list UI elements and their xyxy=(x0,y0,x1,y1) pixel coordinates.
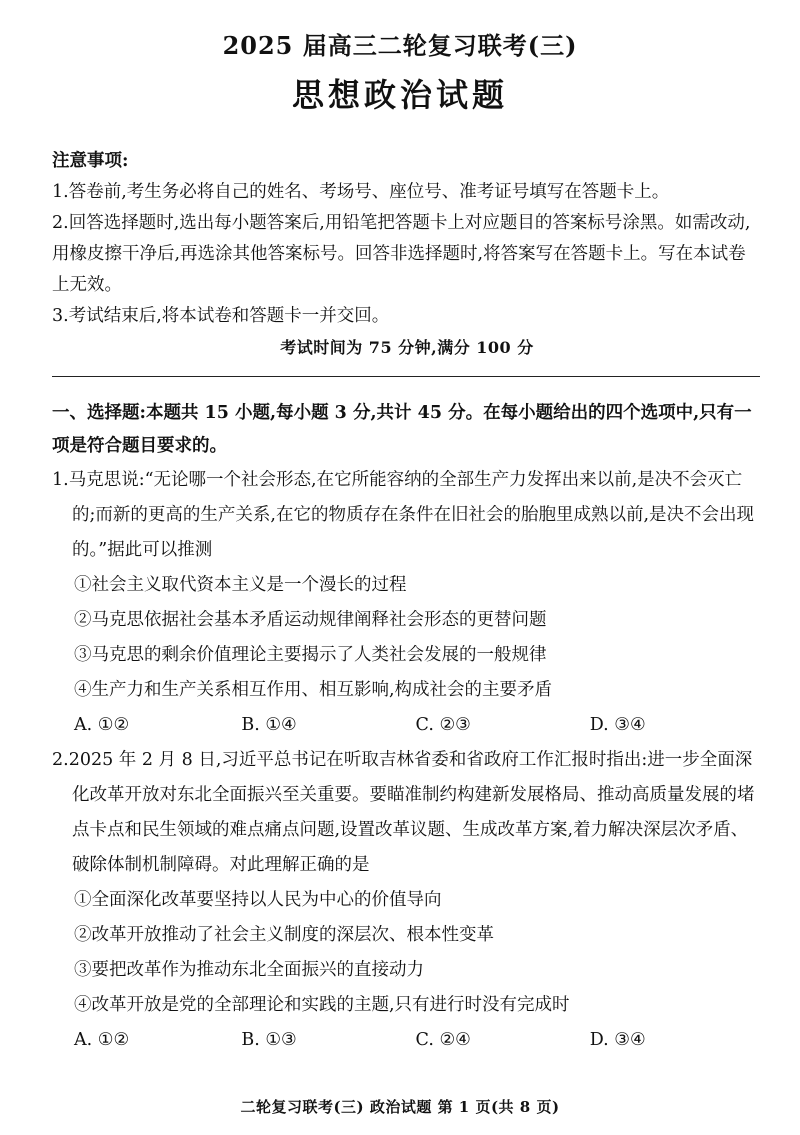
answer-choices xyxy=(52,708,764,743)
choice-a: A. ①② xyxy=(74,1030,130,1050)
page-footer: 二轮复习联考(三) 政治试题 第 1 页(共 8 页) xyxy=(240,1098,560,1116)
subject-title: 思想政治试题 xyxy=(291,76,508,114)
question-stem: 2.2025 年 2 月 8 日,习近平总书记在听取吉林省委和省政府工作汇报时指出:进一步全面深化改革开放对东北全面振兴至关重要。要瞄准制约构建新发展格局、推动高质量发展的堵点卡点和民生领域的难点痛点问题,设置改革议题、生成改革方案,着力解决深层次矛盾、破除体制机制障碍。对此理解正确的是 xyxy=(52,750,755,875)
question-option: ④生产力和生产关系相互作用、相互影响,构成社会的主要矛盾 xyxy=(74,680,553,700)
question-option: ③马克思的剩余价值理论主要揭示了人类社会发展的一般规律 xyxy=(74,645,547,665)
choice-d: D. ③④ xyxy=(589,1030,646,1050)
question-2 xyxy=(52,743,764,1058)
question-option: ②改革开放推动了社会主义制度的深层次、根本性变革 xyxy=(74,925,494,945)
notice-item: 2.回答选择题时,选出每小题答案后,用铅笔把答题卡上对应题目的答案标号涂黑。如需改动,用橡皮擦干净后,再选涂其他答案标号。回答非选择题时,将答案写在答题卡上。写在本试卷上无效。 xyxy=(52,213,751,295)
choice-b: B. ①④ xyxy=(241,715,297,735)
question-option: ①全面深化改革要坚持以人民为中心的价值导向 xyxy=(74,890,442,910)
notice-block xyxy=(52,146,762,363)
divider-line xyxy=(52,376,760,377)
notice-item: 3.考试结束后,将本试卷和答题卡一并交回。 xyxy=(52,306,390,326)
choice-b: B. ①③ xyxy=(241,1030,297,1050)
answer-choices xyxy=(52,1023,764,1058)
exam-title: 2025 届高三二轮复习联考(三) xyxy=(222,31,578,60)
notice-item: 1.答卷前,考生务必将自己的姓名、考场号、座位号、准考证号填写在答题卡上。 xyxy=(52,182,670,202)
exam-info: 考试时间为 75 分钟,满分 100 分 xyxy=(280,338,534,357)
choice-c: C. ②③ xyxy=(415,715,471,735)
choice-section xyxy=(52,397,764,1058)
choice-a: A. ①② xyxy=(74,715,130,735)
choice-c: C. ②④ xyxy=(415,1030,471,1050)
question-option: ④改革开放是党的全部理论和实践的主题,只有进行时没有完成时 xyxy=(74,995,570,1015)
question-option: ③要把改革作为推动东北全面振兴的直接动力 xyxy=(74,960,424,980)
notice-heading: 注意事项: xyxy=(52,151,129,171)
choice-d: D. ③④ xyxy=(589,715,646,735)
question-option: ②马克思依据社会基本矛盾运动规律阐释社会形态的更替问题 xyxy=(74,610,547,630)
question-option: ①社会主义取代资本主义是一个漫长的过程 xyxy=(74,575,407,595)
question-stem: 1.马克思说:“无论哪一个社会形态,在它所能容纳的全部生产力发挥出来以前,是决不会灭亡的;而新的更高的生产关系,在它的物质存在条件在旧社会的胎胞里成熟以前,是决不会出现的。”据此可以推测 xyxy=(52,470,755,560)
question-1 xyxy=(52,463,764,743)
section-heading: 一、选择题:本题共 15 小题,每小题 3 分,共计 45 分。在每小题给出的四个选项中,只有一项是符合题目要求的。 xyxy=(52,403,752,456)
